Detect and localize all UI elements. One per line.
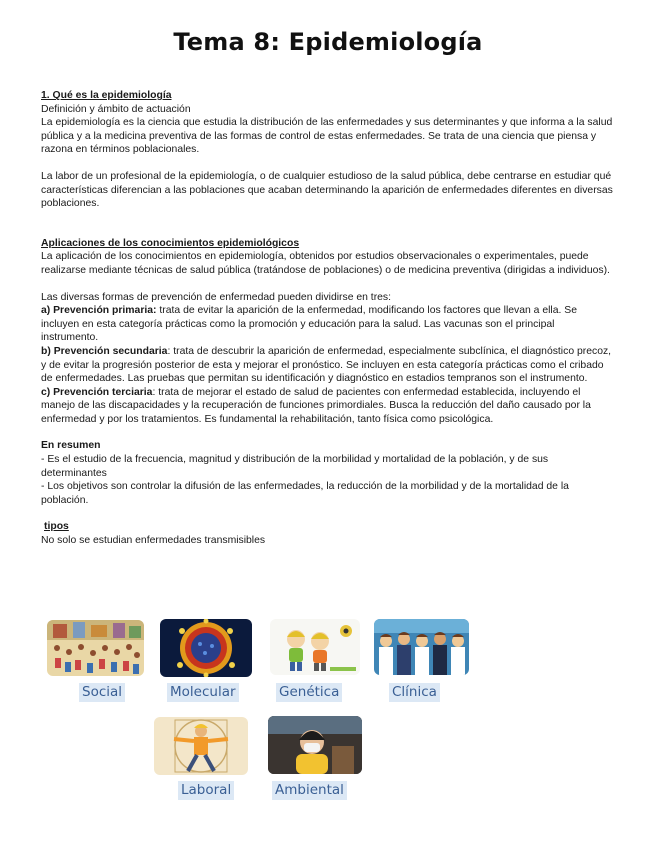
prevencion-terciaria-text: : trata de mejorar el estado de salud de pacientes con enfermedad establecida, incluyendo el manejo de las discapacidades y la recuperación de funciones primordiales. Busca la reducción del daño causado por la enfermedad y por los tratamientos. Es fundamental la rehabilitación, tanto física como psicológica. <box>41 386 591 425</box>
paragraph-aplicacion: La aplicación de los conocimientos en epidemiología, obtenidos por estudios observacionales o experimentales, puede realizarse mediante técnicas de salud pública (tratándose de poblaciones) o de medicina preventiva (dirigidas a individuos). <box>41 251 610 276</box>
page-title: Tema 8: Epidemiología <box>173 28 483 56</box>
paragraph-definicion: La epidemiología es la ciencia que estudia la distribución de las enfermedades y sus determinantes y que informa a la salud pública y a la medicina preventiva de las formas de control de estas enfermedades. Se trata de una ciencia que piensa y razona en términos poblacionales. <box>41 117 613 156</box>
type-label-genetica: Genética <box>276 683 342 702</box>
type-label-laboral: Laboral <box>178 781 234 800</box>
section-heading-tipos: tipos <box>44 521 69 533</box>
prevencion-secundaria-label: b) Prevención secundaria <box>41 345 168 357</box>
prevencion-primaria-text: trata de evitar la aparición de la enfermedad, modificando los factores que llevan a ella. Se incluyen en esta categoría prácticas como la promoción y educación para la salud. Las vacunas son el principal instrumento. <box>41 305 577 344</box>
tipos-subtitle: No solo se estudian enfermedades transmisibles <box>41 535 266 547</box>
masked-child-photo <box>268 716 362 774</box>
prevencion-secundaria-text: : trata de descubrir la aparición de enfermedad, especialmente subclínica, el diagnóstico precoz, y de evitar la progresión posterior de esta y mejorar el pronóstico. Se incluyen en esta categoría prácticas como el cribado de enfermedades. Las pruebas que permitan su identificación y diagnóstico en estadios tempranos son el instrumento. <box>41 345 612 385</box>
prevencion-primaria-label: a) Prevención primaria: <box>41 305 157 317</box>
section-heading-que-es: 1. Qué es la epidemiología <box>41 90 172 101</box>
worker-illustration <box>154 717 248 775</box>
paragraph-formas-prevencion: Las diversas formas de prevención de enfermedad pueden dividirse en tres: <box>41 291 392 303</box>
type-label-clinica: Clínica <box>389 683 440 702</box>
type-label-social: Social <box>79 683 125 702</box>
type-label-molecular: Molecular <box>167 683 239 702</box>
document-body <box>41 89 613 548</box>
prevencion-terciaria-label: c) Prevención terciaria <box>41 386 153 398</box>
prevencion-primaria <box>41 304 613 345</box>
virus-cell-illustration <box>160 619 252 677</box>
prevencion-terciaria <box>41 386 613 427</box>
resumen-bullet-2: - Los objetivos son controlar la difusión de las enfermedades, la reducción de la morbilidad y de la mortalidad de la población. <box>41 481 569 506</box>
paragraph-labor: La labor de un profesional de la epidemiología, o de cualquier estudioso de la salud pública, debe centrarse en estudiar qué características diferencian a las poblaciones que acaban determinando la aparición de enfermedades diferentes en diversas poblaciones. <box>41 170 613 210</box>
clinical-team-illustration <box>374 619 469 675</box>
resumen-bullet-1: - Es el estudio de la frecuencia, magnitud y distribución de la morbilidad y mortalidad de la población, y de sus determinantes <box>41 454 549 479</box>
prevencion-secundaria <box>41 345 613 386</box>
children-cartoon-illustration <box>270 619 360 675</box>
section-heading-aplicaciones: Aplicaciones de los conocimientos epidemiológicos <box>41 237 300 249</box>
type-label-ambiental: Ambiental <box>272 781 347 800</box>
section-heading-resumen: En resumen <box>41 440 101 452</box>
section-subheading-definicion: Definición y ámbito de actuación <box>41 103 191 115</box>
social-crowd-illustration <box>47 620 144 676</box>
